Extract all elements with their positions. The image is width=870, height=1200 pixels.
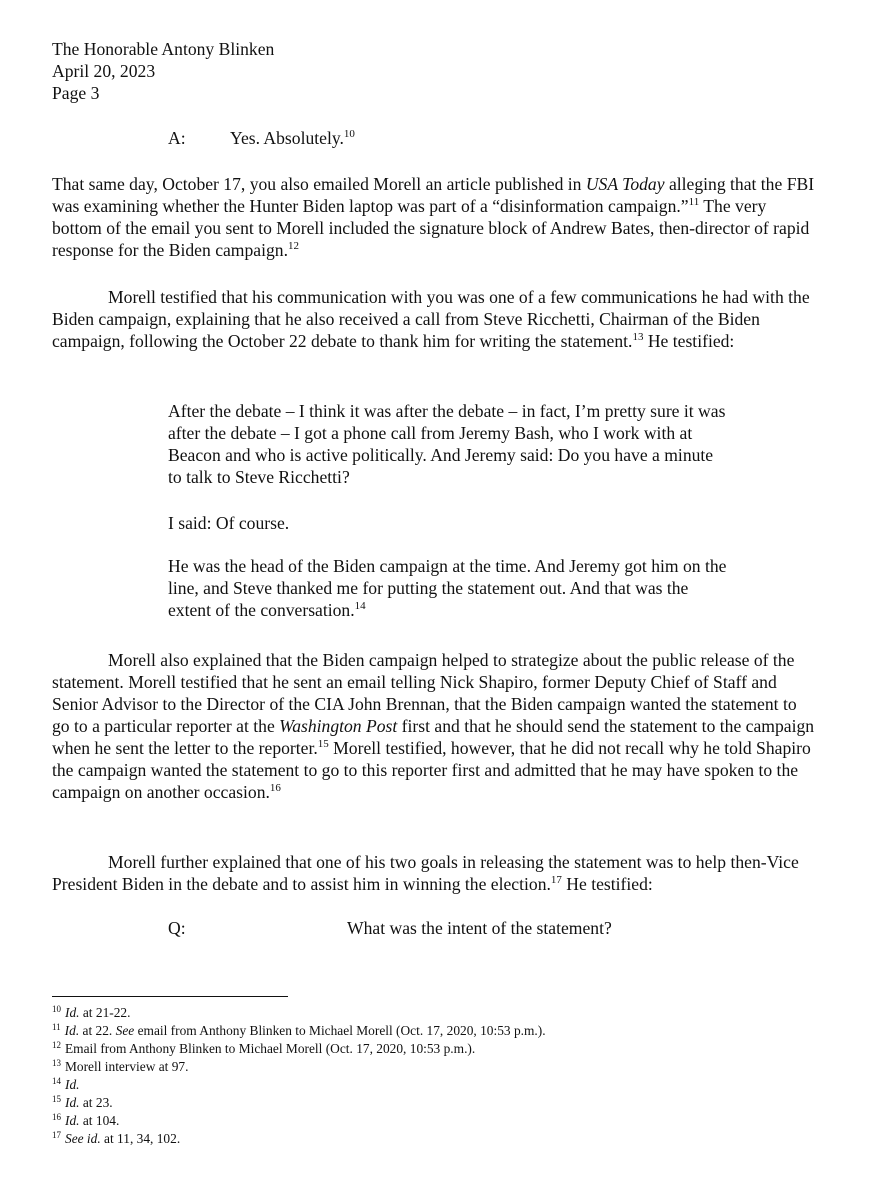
footnote-13 <box>52 1058 812 1076</box>
footnote-ref: 13 <box>632 331 644 343</box>
footnote-ref: 10 <box>343 128 355 140</box>
footnote-number: 12 <box>52 1040 61 1050</box>
footnote-10 <box>52 1004 812 1022</box>
qa-answer-top <box>168 127 568 149</box>
footnote-text: Morell interview at 97. <box>65 1059 189 1074</box>
footnote-ref: 11 <box>688 196 700 208</box>
para3-text-a: Morell also explained that the Biden campaign helped to strategize about the public release of the statement. Morell testified that he sent an email telling Nick Shapiro, former Deputy Chief of Staff and Senior Advisor to the Director of the CIA John Brennan, that the Biden campaign wanted the statement to go to a particular reporter at the <box>52 650 797 736</box>
footnote-text: at 22. <box>79 1023 116 1038</box>
footnote-ref: 14 <box>354 600 366 612</box>
footnote-text: at 23. <box>79 1095 113 1110</box>
letter-header <box>52 38 552 104</box>
footnote-italic: See id. <box>65 1131 101 1146</box>
block-quote-1: After the debate – I think it was after the debate – in fact, I’m pretty sure it was after the debate – I got a phone call from Jeremy Bash, who I work with at Beacon and who is active politically. And Jeremy said: Do you have a minute to talk to Steve Ricchetti? <box>168 401 726 487</box>
addressee: The Honorable Antony Blinken <box>52 39 275 59</box>
para1-text-a: That same day, October 17, you also emailed Morell an article published in <box>52 174 586 194</box>
footnote-number: 11 <box>52 1022 61 1032</box>
footnote-number: 17 <box>52 1130 61 1140</box>
footnote-number: 13 <box>52 1058 61 1068</box>
block-quote-2: I said: Of course. <box>168 513 290 533</box>
footnote-number: 10 <box>52 1004 61 1014</box>
publication-name: USA Today <box>585 174 665 194</box>
paragraph-4 <box>52 851 818 895</box>
para4-text-a: Morell further explained that one of his two goals in releasing the statement was to help then-Vice President Biden in the debate and to assist him in winning the election. <box>52 852 799 894</box>
publication-name: Washington Post <box>279 716 398 736</box>
footnotes <box>52 1004 812 1148</box>
footnote-italic: Id. <box>64 1023 80 1038</box>
footnote-italic: See <box>115 1023 135 1038</box>
footnote-16 <box>52 1112 812 1130</box>
quote3-text: He was the head of the Biden campaign at the time. And Jeremy got him on the line, and Steve thanked me for putting the statement out. And that was the extent of the conversation. <box>168 556 727 620</box>
answer-text: Yes. Absolutely. <box>230 128 344 148</box>
para1-text-c: The very bottom of the email you sent to Morell included the signature block of Andrew Bates, then-director of rapid response for the Biden campaign. <box>52 196 810 260</box>
para2-text-b: He testified: <box>643 331 735 351</box>
footnote-ref: 12 <box>287 240 299 252</box>
qa-answer-text <box>230 127 355 149</box>
letter-date: April 20, 2023 <box>52 61 156 81</box>
footnote-text: at 11, 34, 102. <box>100 1131 181 1146</box>
footnote-17 <box>52 1130 812 1148</box>
qa-label: Q: <box>168 918 186 938</box>
footnote-italic: Id. <box>65 1077 80 1092</box>
paragraph-2 <box>52 286 818 352</box>
footnote-11 <box>52 1022 812 1040</box>
footnote-ref: 16 <box>269 782 281 794</box>
footnote-number: 15 <box>52 1094 61 1104</box>
footnote-15 <box>52 1094 812 1112</box>
footnote-12 <box>52 1040 812 1058</box>
para1-text-b: alleging that the FBI was examining whether the Hunter Biden laptop was part of a “disinformation campaign.” <box>52 174 815 216</box>
paragraph-3 <box>52 649 818 803</box>
footnote-italic: Id. <box>65 1005 80 1020</box>
footnote-ref: 17 <box>550 874 562 886</box>
para4-text-b: He testified: <box>561 874 653 894</box>
para3-text-b: first and that he should send the statement to the campaign when he sent the letter to the reporter. <box>52 716 815 758</box>
paragraph-1 <box>52 173 818 261</box>
qa-question-bottom <box>168 917 728 939</box>
footnote-number: 14 <box>52 1076 61 1086</box>
footnote-italic: Id. <box>65 1113 80 1128</box>
footnote-text: at 21-22. <box>79 1005 131 1020</box>
page-number: Page 3 <box>52 83 100 103</box>
qa-label: A: <box>168 128 186 148</box>
footnote-divider <box>52 996 288 997</box>
para2-text-a: Morell testified that his communication with you was one of a few communications he had with the Biden campaign, explaining that he also received a call from Steve Ricchetti, Chairman of the Biden campaign, following the October 22 debate to thank him for writing the statement. <box>52 287 810 351</box>
footnote-number: 16 <box>52 1112 61 1122</box>
block-quote-3 <box>168 555 728 621</box>
footnote-text: Email from Anthony Blinken to Michael Morell (Oct. 17, 2020, 10:53 p.m.). <box>65 1041 476 1056</box>
footnote-text: email from Anthony Blinken to Michael Morell (Oct. 17, 2020, 10:53 p.m.). <box>134 1023 546 1038</box>
para3-text-c: Morell testified, however, that he did not recall why he told Shapiro the campaign wanted the statement to go to this reporter first and admitted that he may have spoken to the campaign on another occasion. <box>52 738 811 802</box>
footnote-text: at 104. <box>79 1113 120 1128</box>
qa-question-text: What was the intent of the statement? <box>347 918 612 938</box>
footnote-italic: Id. <box>65 1095 80 1110</box>
footnote-ref: 15 <box>317 738 329 750</box>
footnote-14 <box>52 1076 812 1094</box>
